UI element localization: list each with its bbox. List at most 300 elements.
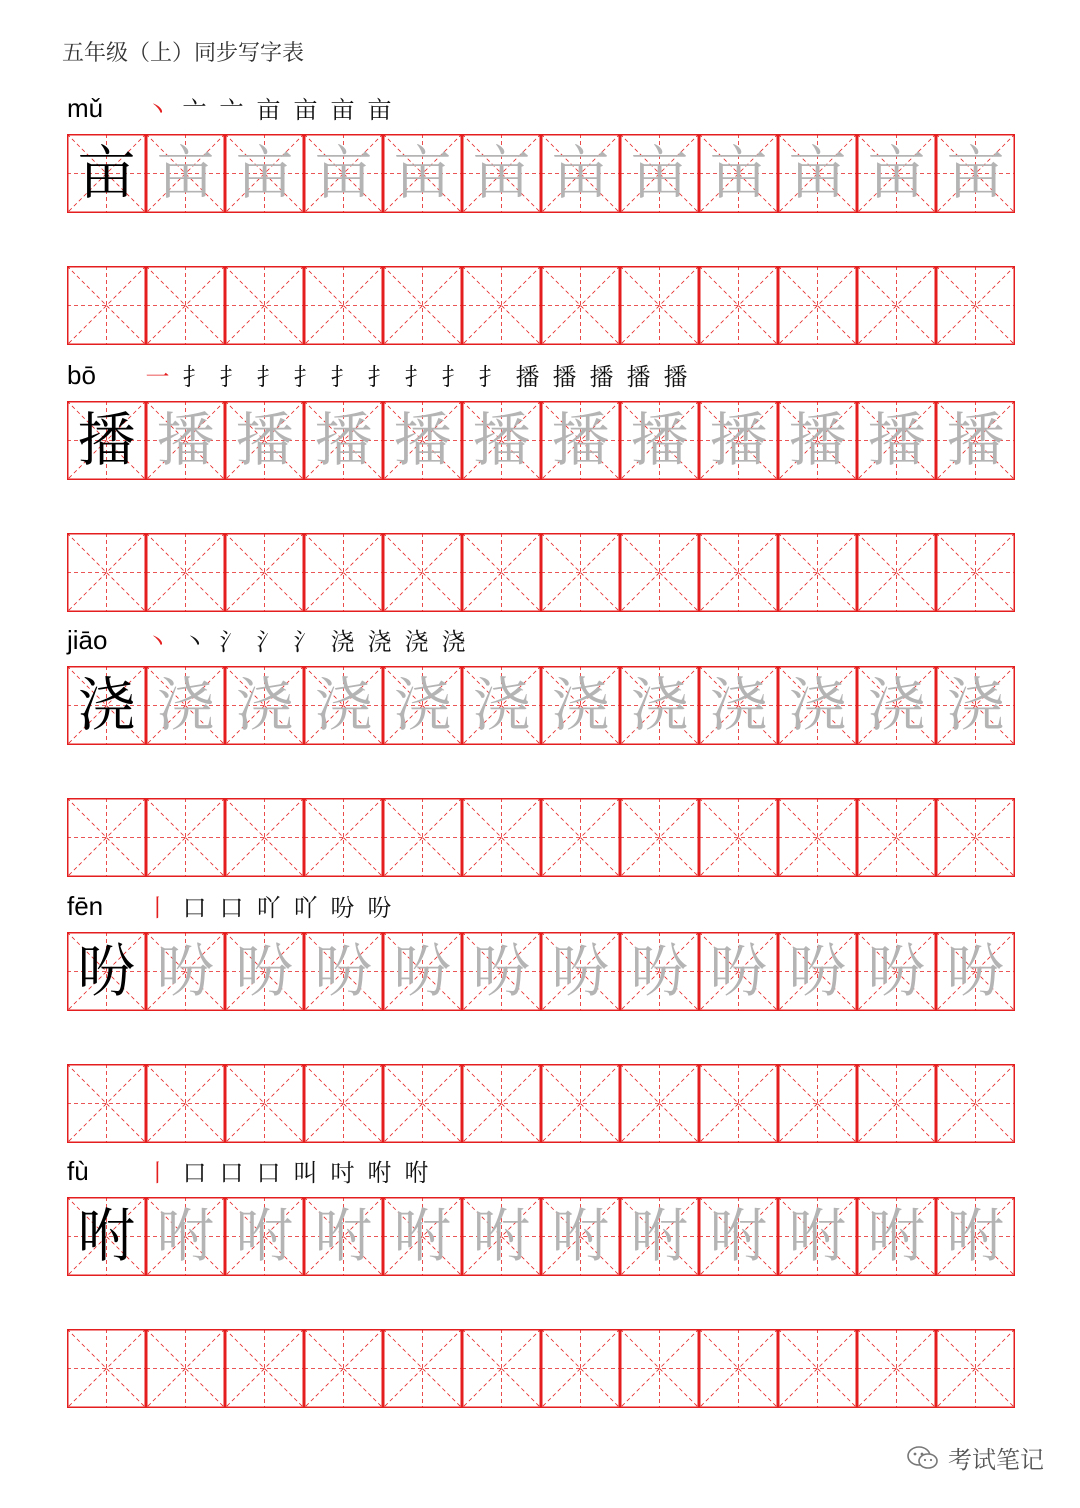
stroke-glyph: 氵 xyxy=(219,628,244,656)
trace-cell[interactable] xyxy=(225,1197,304,1276)
trace-character: 亩 xyxy=(472,139,531,207)
trace-cell[interactable] xyxy=(146,134,225,213)
blank-cell[interactable] xyxy=(936,533,1015,612)
trace-character: 浇 xyxy=(630,671,689,739)
trace-cell[interactable] xyxy=(620,932,699,1011)
stroke-step xyxy=(176,890,213,926)
blank-cell[interactable] xyxy=(146,266,225,345)
stroke-glyph: 扌 xyxy=(404,363,429,391)
stroke-step xyxy=(435,624,472,660)
trace-character: 吩 xyxy=(156,937,215,1005)
stroke-glyph: 亩 xyxy=(367,96,392,124)
trace-cell[interactable] xyxy=(146,401,225,480)
blank-cell[interactable] xyxy=(778,1064,857,1143)
trace-character: 吩 xyxy=(630,937,689,1005)
blank-cell[interactable] xyxy=(936,266,1015,345)
blank-cell[interactable] xyxy=(146,533,225,612)
blank-practice-row xyxy=(67,798,1015,877)
stroke-step xyxy=(361,890,398,926)
blank-cell[interactable] xyxy=(936,1064,1015,1143)
blank-cell[interactable] xyxy=(620,1329,699,1408)
pinyin: mǔ xyxy=(67,93,104,123)
model-cell xyxy=(67,932,146,1011)
stroke-step xyxy=(583,359,620,395)
trace-cell[interactable] xyxy=(620,666,699,745)
trace-character: 咐 xyxy=(946,1202,1005,1270)
stroke-step xyxy=(287,624,324,660)
trace-character: 咐 xyxy=(393,1202,452,1270)
trace-cell[interactable] xyxy=(225,134,304,213)
stroke-glyph: 氵 xyxy=(293,628,318,656)
blank-cell[interactable] xyxy=(146,798,225,877)
stroke-step xyxy=(657,359,694,395)
trace-character: 浇 xyxy=(946,671,1005,739)
stroke-step xyxy=(250,92,287,128)
trace-cell[interactable] xyxy=(541,932,620,1011)
trace-cell[interactable] xyxy=(462,1197,541,1276)
stroke-step xyxy=(435,359,472,395)
pinyin: bō xyxy=(67,360,96,390)
trace-character: 吩 xyxy=(393,937,452,1005)
stroke-step xyxy=(176,92,213,128)
stroke-step xyxy=(213,890,250,926)
blank-cell[interactable] xyxy=(304,1329,383,1408)
trace-cell[interactable] xyxy=(225,932,304,1011)
pinyin-row xyxy=(67,351,1015,395)
stroke-step xyxy=(324,92,361,128)
trace-cell[interactable] xyxy=(699,401,778,480)
blank-cell[interactable] xyxy=(146,1064,225,1143)
trace-cell[interactable] xyxy=(778,932,857,1011)
blank-cell[interactable] xyxy=(620,266,699,345)
trace-cell[interactable] xyxy=(541,134,620,213)
model-character: 咐 xyxy=(77,1202,136,1270)
blank-cell[interactable] xyxy=(225,266,304,345)
trace-character: 亩 xyxy=(314,139,373,207)
model-character: 浇 xyxy=(77,671,136,739)
trace-cell[interactable] xyxy=(699,1197,778,1276)
stroke-order xyxy=(139,620,472,660)
blank-cell[interactable] xyxy=(462,798,541,877)
trace-cell[interactable] xyxy=(857,401,936,480)
trace-character: 吩 xyxy=(946,937,1005,1005)
stroke-glyph: 吖 xyxy=(293,894,318,922)
trace-character: 浇 xyxy=(235,671,294,739)
trace-character: 播 xyxy=(788,406,847,474)
stroke-step xyxy=(398,624,435,660)
model-character: 吩 xyxy=(77,937,136,1005)
blank-cell[interactable] xyxy=(541,798,620,877)
blank-cell[interactable] xyxy=(67,533,146,612)
trace-row xyxy=(67,1197,1015,1276)
model-character: 播 xyxy=(77,406,136,474)
trace-cell[interactable] xyxy=(462,932,541,1011)
trace-row xyxy=(67,932,1015,1011)
blank-cell[interactable] xyxy=(541,266,620,345)
trace-cell[interactable] xyxy=(857,932,936,1011)
trace-cell[interactable] xyxy=(857,134,936,213)
trace-cell[interactable] xyxy=(699,134,778,213)
wechat-icon xyxy=(906,1444,940,1472)
stroke-order xyxy=(139,355,694,395)
trace-character: 咐 xyxy=(788,1202,847,1270)
stroke-step xyxy=(139,1155,176,1191)
trace-cell[interactable] xyxy=(304,932,383,1011)
trace-cell[interactable] xyxy=(304,666,383,745)
blank-cell[interactable] xyxy=(699,266,778,345)
blank-cell[interactable] xyxy=(304,798,383,877)
blank-cell[interactable] xyxy=(462,1329,541,1408)
stroke-step xyxy=(250,890,287,926)
trace-character: 浇 xyxy=(156,671,215,739)
watermark-text: 考试笔记 xyxy=(948,1446,1044,1474)
trace-character: 播 xyxy=(946,406,1005,474)
trace-cell[interactable] xyxy=(146,1197,225,1276)
trace-character: 咐 xyxy=(551,1202,610,1270)
stroke-glyph: 播 xyxy=(626,363,651,391)
trace-cell[interactable] xyxy=(304,1197,383,1276)
stroke-step xyxy=(139,359,176,395)
stroke-glyph: 浇 xyxy=(441,628,466,656)
trace-cell[interactable] xyxy=(778,401,857,480)
blank-cell[interactable] xyxy=(541,1329,620,1408)
stroke-step xyxy=(361,1155,398,1191)
blank-cell[interactable] xyxy=(225,533,304,612)
stroke-glyph: 扌 xyxy=(182,363,207,391)
trace-character: 亩 xyxy=(946,139,1005,207)
stroke-step xyxy=(398,1155,435,1191)
trace-character: 播 xyxy=(235,406,294,474)
trace-character: 亩 xyxy=(709,139,768,207)
stroke-glyph: 口 xyxy=(182,1159,207,1187)
trace-cell[interactable] xyxy=(225,401,304,480)
stroke-glyph: 咐 xyxy=(404,1159,429,1187)
blank-cell[interactable] xyxy=(304,266,383,345)
trace-cell[interactable] xyxy=(383,932,462,1011)
trace-character: 咐 xyxy=(867,1202,926,1270)
stroke-step xyxy=(361,624,398,660)
blank-cell[interactable] xyxy=(699,533,778,612)
trace-cell[interactable] xyxy=(541,666,620,745)
stroke-glyph: 口 xyxy=(182,894,207,922)
blank-cell[interactable] xyxy=(67,266,146,345)
trace-cell[interactable] xyxy=(620,1197,699,1276)
stroke-glyph: 播 xyxy=(663,363,688,391)
stroke-glyph: 吖 xyxy=(256,894,281,922)
trace-cell[interactable] xyxy=(462,666,541,745)
blank-cell[interactable] xyxy=(146,1329,225,1408)
trace-cell[interactable] xyxy=(778,1197,857,1276)
pinyin: jiāo xyxy=(67,625,108,655)
stroke-glyph: 丨 xyxy=(145,894,170,922)
trace-cell[interactable] xyxy=(541,401,620,480)
trace-character: 咐 xyxy=(630,1202,689,1270)
trace-cell[interactable] xyxy=(620,134,699,213)
stroke-step xyxy=(176,359,213,395)
blank-cell[interactable] xyxy=(225,798,304,877)
pinyin: fù xyxy=(67,1156,89,1186)
stroke-glyph: 扌 xyxy=(441,363,466,391)
model-character: 亩 xyxy=(77,139,136,207)
stroke-glyph: 咐 xyxy=(367,1159,392,1187)
trace-cell[interactable] xyxy=(383,1197,462,1276)
trace-cell[interactable] xyxy=(383,134,462,213)
blank-cell[interactable] xyxy=(699,798,778,877)
stroke-step xyxy=(139,92,176,128)
model-cell xyxy=(67,134,146,213)
trace-cell[interactable] xyxy=(383,666,462,745)
blank-cell[interactable] xyxy=(225,1064,304,1143)
trace-cell[interactable] xyxy=(383,401,462,480)
trace-character: 亩 xyxy=(393,139,452,207)
trace-cell[interactable] xyxy=(146,666,225,745)
blank-cell[interactable] xyxy=(778,533,857,612)
trace-cell[interactable] xyxy=(225,666,304,745)
stroke-step xyxy=(176,624,213,660)
watermark xyxy=(906,1440,1044,1475)
model-cell xyxy=(67,401,146,480)
blank-cell[interactable] xyxy=(778,1329,857,1408)
blank-cell[interactable] xyxy=(857,1329,936,1408)
trace-character: 亩 xyxy=(551,139,610,207)
stroke-glyph: 吋 xyxy=(330,1159,355,1187)
blank-cell[interactable] xyxy=(620,798,699,877)
trace-character: 播 xyxy=(630,406,689,474)
blank-cell[interactable] xyxy=(67,1329,146,1408)
stroke-step xyxy=(250,359,287,395)
blank-cell[interactable] xyxy=(857,798,936,877)
trace-cell[interactable] xyxy=(304,401,383,480)
trace-character: 浇 xyxy=(472,671,531,739)
stroke-step xyxy=(287,1155,324,1191)
blank-cell[interactable] xyxy=(778,266,857,345)
trace-character: 亩 xyxy=(867,139,926,207)
blank-cell[interactable] xyxy=(462,533,541,612)
stroke-glyph: 口 xyxy=(256,1159,281,1187)
stroke-order xyxy=(139,1151,435,1191)
trace-cell[interactable] xyxy=(857,1197,936,1276)
trace-character: 吩 xyxy=(867,937,926,1005)
stroke-step xyxy=(176,1155,213,1191)
blank-cell[interactable] xyxy=(462,266,541,345)
stroke-step xyxy=(213,624,250,660)
trace-cell[interactable] xyxy=(936,666,1015,745)
stroke-step xyxy=(398,359,435,395)
trace-cell[interactable] xyxy=(620,401,699,480)
trace-character: 播 xyxy=(156,406,215,474)
trace-cell[interactable] xyxy=(936,1197,1015,1276)
blank-cell[interactable] xyxy=(857,1064,936,1143)
pinyin: fēn xyxy=(67,891,104,921)
trace-character: 浇 xyxy=(393,671,452,739)
stroke-glyph: 吩 xyxy=(367,894,392,922)
blank-cell[interactable] xyxy=(383,1064,462,1143)
trace-character: 浇 xyxy=(314,671,373,739)
trace-cell[interactable] xyxy=(146,932,225,1011)
trace-character: 播 xyxy=(314,406,373,474)
stroke-glyph: 扌 xyxy=(478,363,503,391)
stroke-glyph: 扌 xyxy=(256,363,281,391)
stroke-step xyxy=(324,890,361,926)
stroke-glyph: 吩 xyxy=(330,894,355,922)
trace-character: 吩 xyxy=(709,937,768,1005)
blank-cell[interactable] xyxy=(857,266,936,345)
blank-cell[interactable] xyxy=(225,1329,304,1408)
trace-character: 播 xyxy=(393,406,452,474)
stroke-glyph: 扌 xyxy=(330,363,355,391)
stroke-glyph: 浇 xyxy=(367,628,392,656)
blank-practice-row xyxy=(67,1329,1015,1408)
trace-character: 吩 xyxy=(551,937,610,1005)
stroke-glyph: 扌 xyxy=(219,363,244,391)
trace-character: 播 xyxy=(709,406,768,474)
stroke-glyph: 口 xyxy=(219,1159,244,1187)
stroke-step xyxy=(472,359,509,395)
trace-character: 咐 xyxy=(472,1202,531,1270)
stroke-glyph: 一 xyxy=(145,363,170,391)
model-cell xyxy=(67,666,146,745)
trace-character: 浇 xyxy=(867,671,926,739)
stroke-step xyxy=(139,890,176,926)
blank-cell[interactable] xyxy=(620,533,699,612)
stroke-step xyxy=(620,359,657,395)
stroke-glyph: 亠 xyxy=(219,96,244,124)
stroke-glyph: 播 xyxy=(515,363,540,391)
stroke-step xyxy=(250,624,287,660)
blank-cell[interactable] xyxy=(620,1064,699,1143)
blank-cell[interactable] xyxy=(304,1064,383,1143)
trace-character: 播 xyxy=(472,406,531,474)
trace-cell[interactable] xyxy=(936,932,1015,1011)
trace-cell[interactable] xyxy=(857,666,936,745)
stroke-step xyxy=(287,92,324,128)
trace-character: 咐 xyxy=(709,1202,768,1270)
blank-cell[interactable] xyxy=(67,1064,146,1143)
trace-character: 亩 xyxy=(788,139,847,207)
trace-character: 浇 xyxy=(788,671,847,739)
blank-cell[interactable] xyxy=(699,1329,778,1408)
trace-character: 咐 xyxy=(235,1202,294,1270)
stroke-glyph: 亩 xyxy=(293,96,318,124)
stroke-step xyxy=(250,1155,287,1191)
trace-cell[interactable] xyxy=(304,134,383,213)
stroke-glyph: 扌 xyxy=(293,363,318,391)
stroke-step xyxy=(509,359,546,395)
trace-character: 亩 xyxy=(156,139,215,207)
trace-cell[interactable] xyxy=(699,666,778,745)
blank-cell[interactable] xyxy=(383,1329,462,1408)
pinyin-row xyxy=(67,84,1015,128)
stroke-glyph: 扌 xyxy=(367,363,392,391)
stroke-step xyxy=(139,624,176,660)
stroke-glyph: 叫 xyxy=(293,1159,318,1187)
stroke-step xyxy=(546,359,583,395)
stroke-step xyxy=(324,1155,361,1191)
stroke-glyph: 丶 xyxy=(182,628,207,656)
blank-practice-row xyxy=(67,1064,1015,1143)
trace-character: 亩 xyxy=(235,139,294,207)
trace-row xyxy=(67,666,1015,745)
blank-cell[interactable] xyxy=(462,1064,541,1143)
trace-cell[interactable] xyxy=(462,401,541,480)
trace-character: 咐 xyxy=(156,1202,215,1270)
blank-cell[interactable] xyxy=(383,798,462,877)
blank-cell[interactable] xyxy=(857,533,936,612)
stroke-step xyxy=(361,359,398,395)
blank-cell[interactable] xyxy=(699,1064,778,1143)
stroke-glyph: 播 xyxy=(552,363,577,391)
model-cell xyxy=(67,1197,146,1276)
stroke-order xyxy=(139,88,398,128)
trace-cell[interactable] xyxy=(541,1197,620,1276)
trace-character: 播 xyxy=(551,406,610,474)
page-title: 五年级（上）同步写字表 xyxy=(62,41,305,66)
trace-cell[interactable] xyxy=(936,401,1015,480)
trace-cell[interactable] xyxy=(778,134,857,213)
stroke-step xyxy=(213,92,250,128)
trace-cell[interactable] xyxy=(699,932,778,1011)
stroke-step xyxy=(287,359,324,395)
trace-character: 吩 xyxy=(235,937,294,1005)
blank-cell[interactable] xyxy=(778,798,857,877)
stroke-step xyxy=(213,359,250,395)
trace-cell[interactable] xyxy=(936,134,1015,213)
trace-character: 浇 xyxy=(551,671,610,739)
trace-character: 播 xyxy=(867,406,926,474)
stroke-step xyxy=(287,890,324,926)
stroke-step xyxy=(324,359,361,395)
pinyin-row xyxy=(67,616,1015,660)
stroke-glyph: 丶 xyxy=(145,96,170,124)
pinyin-row xyxy=(67,1147,1015,1191)
blank-practice-row xyxy=(67,533,1015,612)
blank-cell[interactable] xyxy=(541,533,620,612)
stroke-step xyxy=(213,1155,250,1191)
stroke-step xyxy=(361,92,398,128)
trace-character: 吩 xyxy=(472,937,531,1005)
pinyin-row xyxy=(67,882,1015,926)
stroke-glyph: 氵 xyxy=(256,628,281,656)
stroke-glyph: 丶 xyxy=(145,628,170,656)
stroke-glyph: 播 xyxy=(589,363,614,391)
blank-cell[interactable] xyxy=(936,1329,1015,1408)
stroke-glyph: 亩 xyxy=(330,96,355,124)
blank-cell[interactable] xyxy=(541,1064,620,1143)
stroke-glyph: 浇 xyxy=(330,628,355,656)
blank-cell[interactable] xyxy=(383,533,462,612)
trace-character: 吩 xyxy=(788,937,847,1005)
stroke-glyph: 亠 xyxy=(182,96,207,124)
blank-cell[interactable] xyxy=(936,798,1015,877)
trace-character: 咐 xyxy=(314,1202,373,1270)
blank-cell[interactable] xyxy=(67,798,146,877)
stroke-glyph: 亩 xyxy=(256,96,281,124)
trace-cell[interactable] xyxy=(462,134,541,213)
stroke-step xyxy=(324,624,361,660)
blank-practice-row xyxy=(67,266,1015,345)
blank-cell[interactable] xyxy=(304,533,383,612)
blank-cell[interactable] xyxy=(383,266,462,345)
stroke-glyph: 浇 xyxy=(404,628,429,656)
trace-character: 吩 xyxy=(314,937,373,1005)
trace-character: 浇 xyxy=(709,671,768,739)
trace-row xyxy=(67,401,1015,480)
stroke-glyph: 口 xyxy=(219,894,244,922)
trace-row xyxy=(67,134,1015,213)
stroke-order xyxy=(139,886,398,926)
trace-cell[interactable] xyxy=(778,666,857,745)
trace-character: 亩 xyxy=(630,139,689,207)
